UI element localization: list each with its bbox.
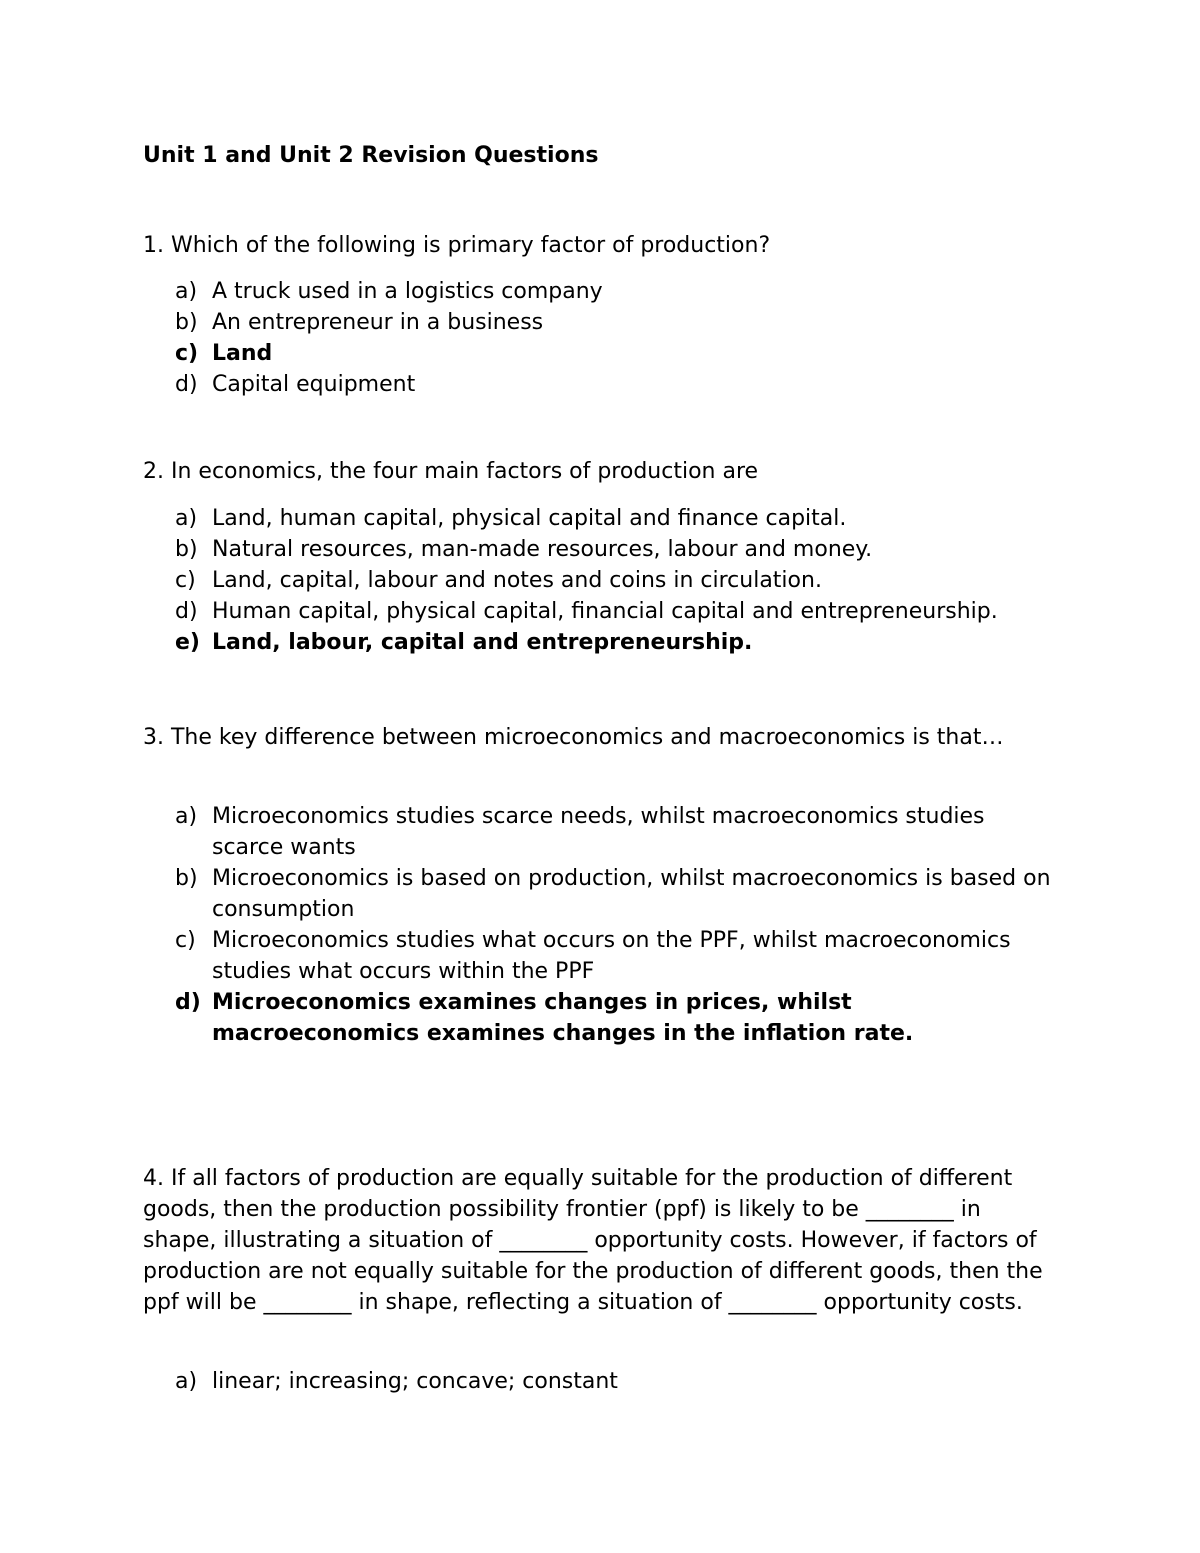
option: a) Microeconomics studies scarce needs, whilst macroeconomics studies scarce wants <box>175 804 985 860</box>
question-1-options <box>175 276 1075 400</box>
option: b) An entrepreneur in a business <box>175 310 544 335</box>
option: d) Human capital, physical capital, financial capital and entrepreneurship. <box>175 599 998 624</box>
question-4-options <box>175 1366 1075 1397</box>
option: a) A truck used in a logistics company <box>175 279 603 304</box>
question-3-stem: 3. The key difference between microeconomics and macroeconomics is that… <box>143 725 1004 750</box>
option-correct-answer: c) Land <box>175 341 273 366</box>
option: b) Natural resources, man-made resources, labour and money. <box>175 537 873 562</box>
option: a) Land, human capital, physical capital and finance capital. <box>175 506 847 531</box>
option-correct-answer: e) Land, labour, capital and entrepreneurship. <box>175 630 753 655</box>
option: d) Capital equipment <box>175 372 416 397</box>
option: c) Microeconomics studies what occurs on the PPF, whilst macroeconomics studies what occurs within the PPF <box>175 928 1011 984</box>
question-3-options <box>175 801 1055 1049</box>
question-1-stem: 1. Which of the following is primary factor of production? <box>143 233 771 258</box>
option: b) Microeconomics is based on production, whilst macroeconomics is based on consumption <box>175 866 1051 922</box>
option: c) Land, capital, labour and notes and coins in circulation. <box>175 568 822 593</box>
option: a) linear; increasing; concave; constant <box>175 1369 618 1394</box>
option-correct-answer: d) Microeconomics examines changes in prices, whilst macroeconomics examines changes in the inflation rate. <box>175 990 914 1046</box>
document-title: Unit 1 and Unit 2 Revision Questions <box>143 143 599 168</box>
question-2-stem: 2. In economics, the four main factors of production are <box>143 459 759 484</box>
question-2-options <box>175 503 1075 658</box>
question-4-stem: 4. If all factors of production are equally suitable for the production of different goods, then the production possibility frontier (ppf) is likely to be ________ in shape, illustrating a situation of ________ opportunity costs. However, if factors of production are not equally suitable for the production of different goods, then the ppf will be ________ in shape, reflecting a situation of ________ opportunity costs. <box>143 1166 1043 1315</box>
